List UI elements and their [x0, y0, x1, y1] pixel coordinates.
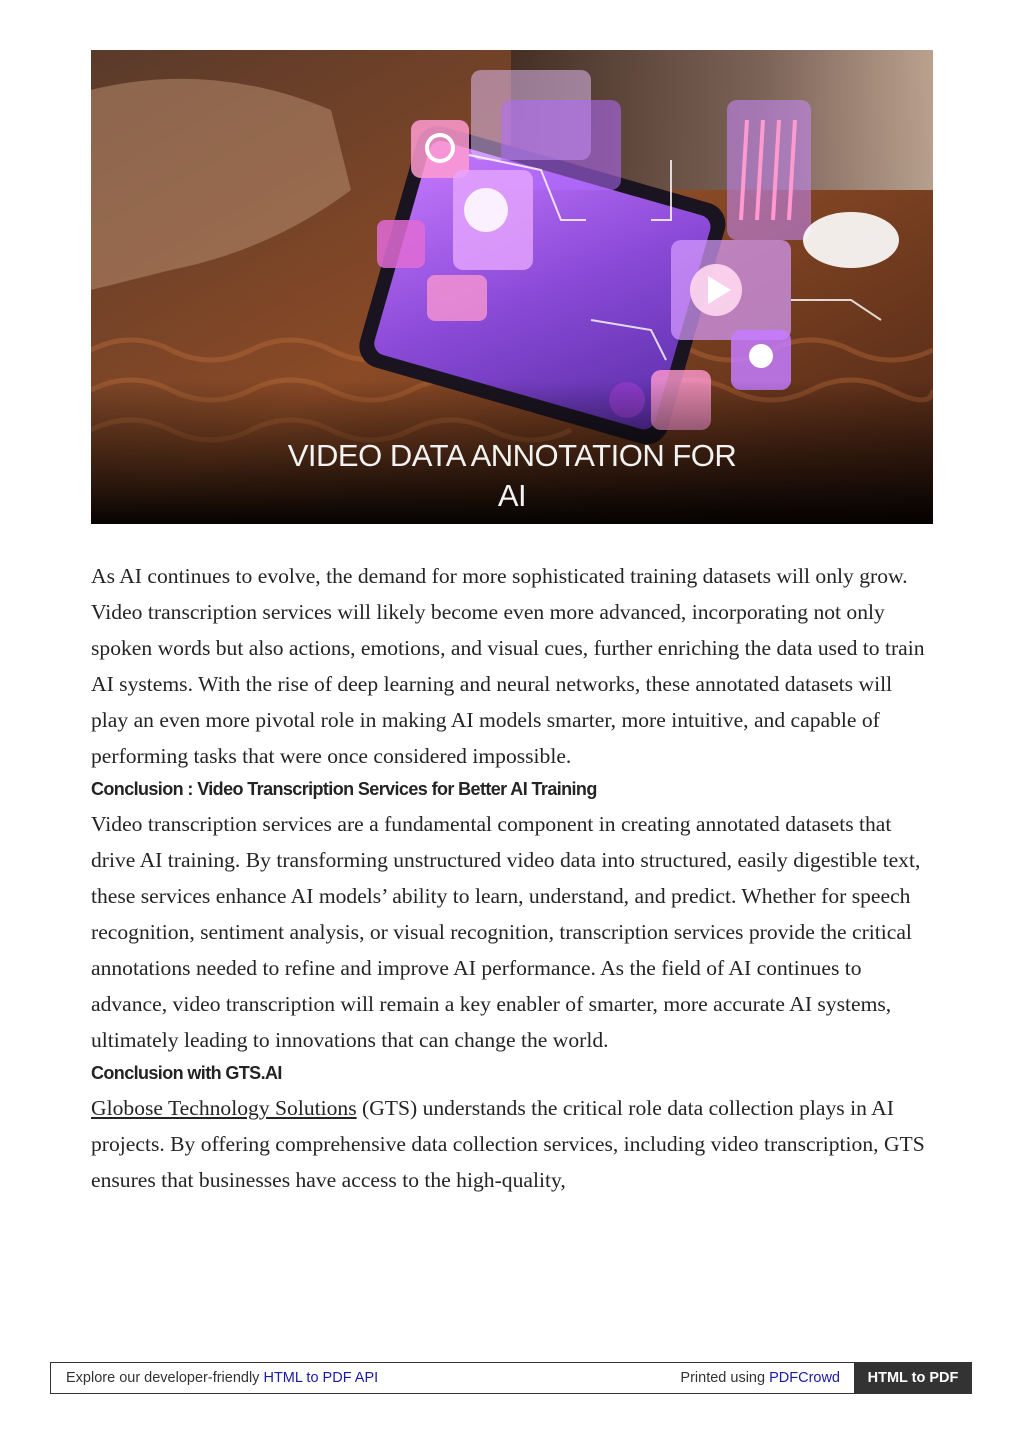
- html-to-pdf-badge[interactable]: HTML to PDF: [854, 1362, 972, 1394]
- hero-caption-line1: VIDEO DATA ANNOTATION FOR: [287, 438, 737, 473]
- hero-caption-line2: AI: [497, 478, 527, 513]
- pdfcrowd-link[interactable]: PDFCrowd: [769, 1370, 840, 1386]
- footer-left: [66, 1363, 378, 1393]
- hero-caption: [91, 436, 933, 516]
- footer-right-text: Printed using: [680, 1370, 770, 1386]
- hero-image: [91, 50, 933, 524]
- footer-left-text: Explore our developer-friendly: [66, 1370, 264, 1386]
- paragraph-gts: [91, 1090, 933, 1198]
- heading-conclusion-gts: Conclusion with GTS.AI: [91, 1063, 282, 1083]
- html-to-pdf-api-link[interactable]: HTML to PDF API: [263, 1370, 379, 1386]
- heading-conclusion: Conclusion : Video Transcription Services for Better AI Training: [91, 779, 597, 799]
- pdfcrowd-footer: [50, 1362, 972, 1394]
- paragraph-gts-text: (GTS) understands the critical role data collection plays in AI projects. By offering comprehensive data collection services, including video transcription, GTS ensures that businesses have access to the high-quality,: [91, 1096, 925, 1192]
- footer-right: [680, 1363, 840, 1393]
- paragraph-future-outlook: As AI continues to evolve, the demand for more sophisticated training datasets will only grow. Video transcription services will likely become even more advanced, incorporating not only spoken words but also actions, emotions, and visual cues, further enriching the data used to train AI systems. With the rise of deep learning and neural networks, these annotated datasets will play an even more pivotal role in making AI models smarter, more intuitive, and capable of performing tasks that were once considered impossible.: [91, 564, 925, 768]
- article-body: [91, 558, 933, 1198]
- gts-link[interactable]: Globose Technology Solutions: [91, 1096, 357, 1120]
- paragraph-conclusion: Video transcription services are a fundamental component in creating annotated datasets that drive AI training. By transforming unstructured video data into structured, easily digestible text, these services enhance AI models’ ability to learn, understand, and predict. Whether for speech recognition, sentiment analysis, or visual recognition, transcription services provide the critical annotations needed to refine and improve AI performance. As the field of AI continues to advance, video transcription will remain a key enabler of smarter, more accurate AI systems, ultimately leading to innovations that can change the world.: [91, 812, 921, 1052]
